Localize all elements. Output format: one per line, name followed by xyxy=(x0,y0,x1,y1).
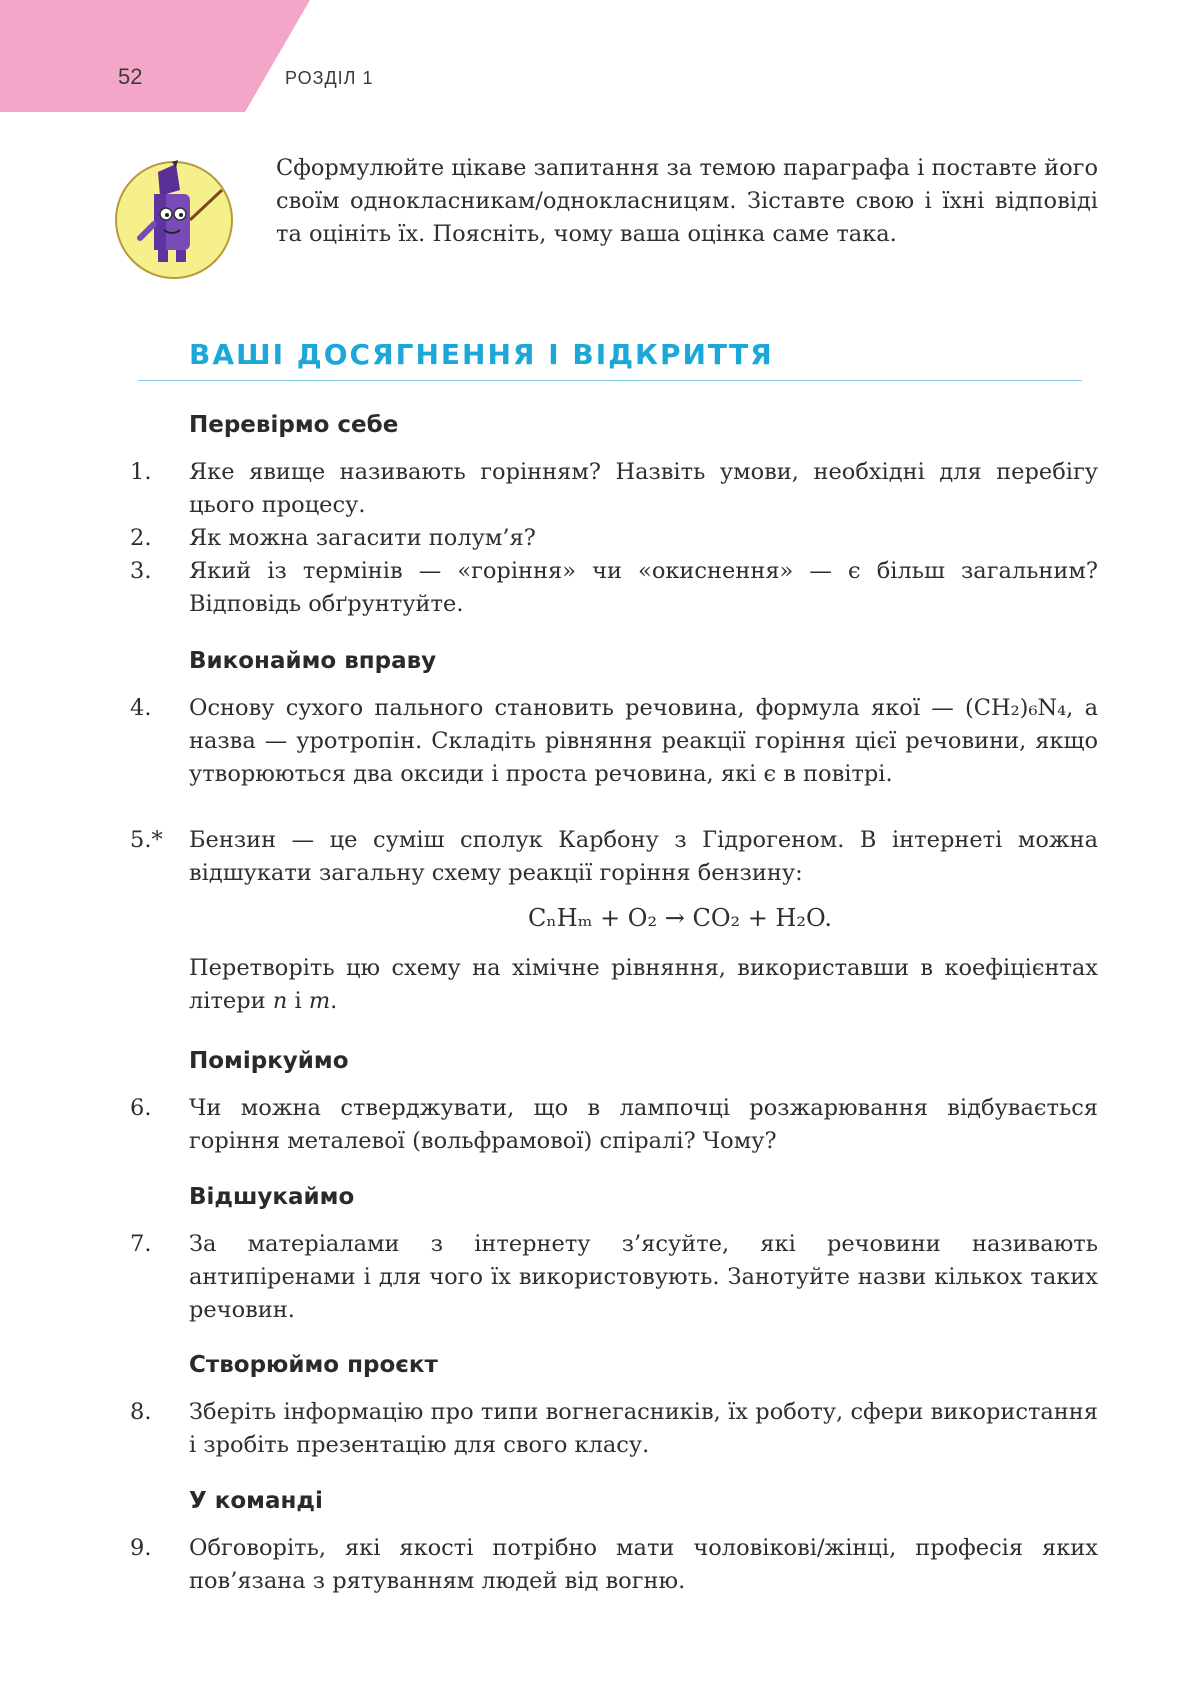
question-number: 2. xyxy=(130,525,152,551)
question-number: 1. xyxy=(130,459,152,485)
followup-text: Перетворіть цю схему на хімічне рівняння, використавши в коефіцієнтах літери xyxy=(189,955,1098,1014)
variable-n: n xyxy=(272,988,288,1014)
question-text: Як можна загасити полум’я? xyxy=(189,525,536,551)
header-band xyxy=(0,0,310,112)
section-heading: ВАШІ ДОСЯГНЕННЯ І ВІДКРИТТЯ xyxy=(189,338,774,371)
page-number: 52 xyxy=(118,64,143,89)
question-text: Бензин — це суміш сполук Карбону з Гідрогеном. В інтернеті можна відшукати загальну схему реакції горіння бензину: xyxy=(189,827,1098,886)
subheading-project: Створюймо проєкт xyxy=(189,1352,438,1378)
question-5 xyxy=(130,824,1098,890)
subheading-check-yourself: Перевірмо себе xyxy=(189,412,399,438)
question-7 xyxy=(130,1228,1098,1327)
followup-end: . xyxy=(330,988,338,1014)
question-text-part: , а назва — уротропін. Складіть рівняння реакції горіння цієї речовини, якщо утворюються два оксиди і проста речовина, які є в повітрі. xyxy=(189,695,1098,787)
question-number: 6. xyxy=(130,1095,152,1121)
question-number: 9. xyxy=(130,1535,152,1561)
question-1 xyxy=(130,456,1098,522)
variable-m: m xyxy=(308,988,331,1014)
pencil-mascot-icon xyxy=(114,160,234,280)
subheading-team: У команді xyxy=(189,1488,323,1514)
question-3 xyxy=(130,555,1098,621)
question-6 xyxy=(130,1092,1098,1158)
question-number: 4. xyxy=(130,695,152,721)
chemical-formula: (CH₂)₆N₄ xyxy=(965,695,1067,721)
question-8 xyxy=(130,1396,1098,1462)
question-number: 5.* xyxy=(130,827,163,853)
intro-task: Сформулюйте цікаве запитання за темою параграфа і поставте його своїм однокласникам/однокласницям. Зіставте свою і їхні відповіді та оцініть їх. Поясніть, чому ваша оцінка саме така. xyxy=(276,155,1098,247)
question-text: За матеріалами з інтернету з’ясуйте, які речовини називають антипіренами і для чого їх використовують. Занотуйте назви кількох таких речовин. xyxy=(189,1231,1098,1323)
question-number: 3. xyxy=(130,558,152,584)
reaction-scheme: CₙHₘ + O₂ → CO₂ + H₂O. xyxy=(528,904,832,932)
question-4 xyxy=(130,692,1098,791)
question-text: Яке явище називають горінням? Назвіть умови, необхідні для перебігу цього процесу. xyxy=(189,459,1098,518)
question-2 xyxy=(130,522,1098,555)
question-number: 8. xyxy=(130,1399,152,1425)
heading-rule xyxy=(138,380,1082,381)
question-5-followup xyxy=(189,952,1098,1018)
question-text xyxy=(189,692,1098,791)
question-text: Чи можна стверджувати, що в лампочці розжарювання відбувається горіння металевої (вольфрамової) спіралі? Чому? xyxy=(189,1095,1098,1154)
subheading-find-out: Відшукаймо xyxy=(189,1184,355,1210)
section-label: РОЗДІЛ 1 xyxy=(285,68,374,88)
subheading-reflect: Поміркуймо xyxy=(189,1048,349,1074)
question-text: Обговоріть, які якості потрібно мати чоловікові/жінці, професія яких пов’язана з рятуванням людей від вогню. xyxy=(189,1535,1098,1594)
question-9 xyxy=(130,1532,1098,1598)
subheading-exercise: Виконаймо вправу xyxy=(189,648,437,674)
question-text: Зберіть інформацію про типи вогнегасників, їх роботу, сфери використання і зробіть презентацію для свого класу. xyxy=(189,1399,1098,1458)
question-text-part: Основу сухого пального становить речовина, формула якої — xyxy=(189,695,966,721)
question-number: 7. xyxy=(130,1231,152,1257)
followup-and: і xyxy=(287,988,309,1014)
question-text: Який із термінів — «горіння» чи «окиснення» — є більш загальним? Відповідь обґрунтуйте. xyxy=(189,558,1098,617)
